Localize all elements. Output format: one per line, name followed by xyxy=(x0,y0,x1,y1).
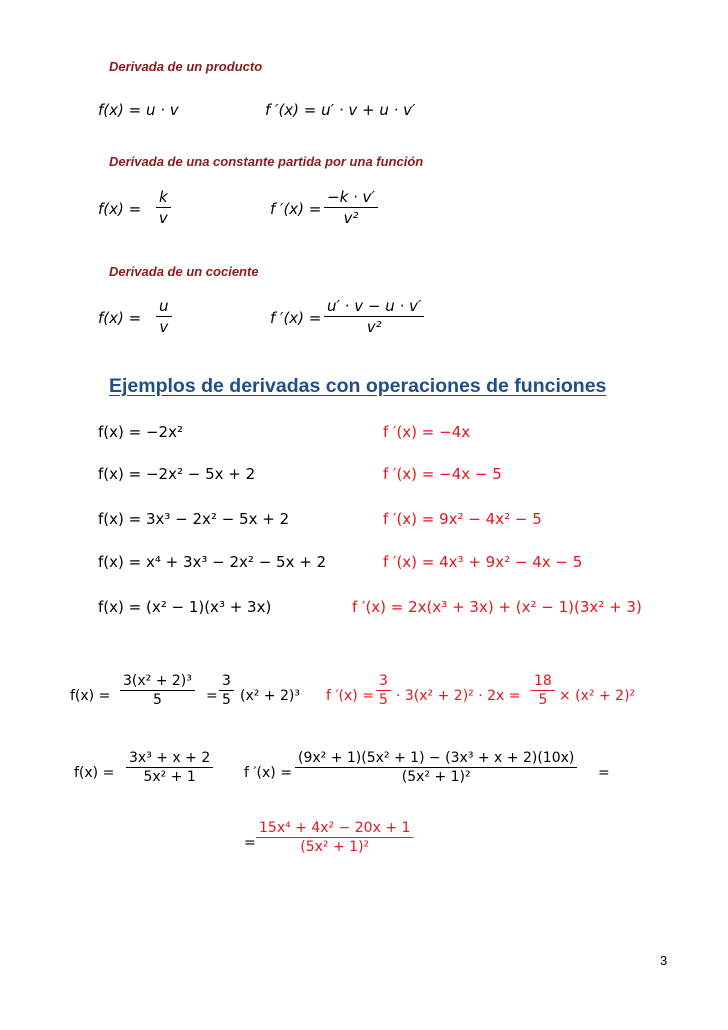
fraction-numerator: 18 xyxy=(534,673,552,689)
example-1-derivative: f ′(x) = −4x xyxy=(383,423,471,441)
product-rule-derivative: f ′(x) = u′ · v + u · v′ xyxy=(265,101,416,119)
fraction-denominator: 5 xyxy=(222,692,231,708)
fraction-denominator: (5x² + 1)² xyxy=(401,769,471,785)
fraction-numerator: 15x⁴ + 4x² − 20x + 1 xyxy=(259,820,411,836)
example-6-derivative-coefficient-2 xyxy=(531,673,555,708)
constant-rule-derivative-lhs: f ′(x) = xyxy=(270,200,322,218)
example-2-derivative: f ′(x) = −4x − 5 xyxy=(383,465,502,483)
example-7-lhs: f(x) = xyxy=(74,765,115,781)
fraction-numerator: −k · v′ xyxy=(327,188,375,206)
example-6-derivative-middle: · 3(x² + 2)² · 2x = xyxy=(396,688,521,704)
fraction-denominator: 5 xyxy=(152,692,162,708)
fraction-numerator: 3 xyxy=(379,673,388,689)
page-number: 3 xyxy=(660,953,668,968)
product-rule-function: f(x) = u · v xyxy=(98,101,179,119)
example-7-derivative-fraction xyxy=(295,750,577,785)
fraction-numerator: 3x³ + x + 2 xyxy=(129,750,211,766)
fraction-numerator: u xyxy=(159,297,169,315)
fraction-denominator: (5x² + 1)² xyxy=(300,839,370,855)
fraction-denominator: 5 xyxy=(379,692,388,708)
fraction-numerator: k xyxy=(159,188,168,206)
quotient-rule-function-fraction xyxy=(156,297,172,336)
constant-rule-derivative-fraction xyxy=(324,188,378,227)
example-6-lhs: f(x) = xyxy=(70,688,111,704)
fraction-numerator: 3(x² + 2)³ xyxy=(123,673,192,689)
quotient-rule-function-lhs: f(x) = xyxy=(98,309,142,327)
examples-title: Ejemplos de derivadas con operaciones de funciones xyxy=(109,375,607,397)
fraction-denominator: 5 xyxy=(538,692,548,708)
example-3-function: f(x) = 3x³ − 2x² − 5x + 2 xyxy=(98,510,290,528)
example-2-function: f(x) = −2x² − 5x + 2 xyxy=(98,465,256,483)
example-6-coefficient xyxy=(219,673,234,708)
example-6-derivative-tail: × (x² + 2)² xyxy=(559,688,636,704)
example-6-fraction xyxy=(120,673,195,708)
heading-product-rule: Derivada de un producto xyxy=(109,59,263,74)
quotient-rule-derivative-fraction xyxy=(324,297,424,336)
example-7-derivative-lhs: f ′(x) = xyxy=(244,765,292,781)
fraction-denominator: v² xyxy=(366,318,382,336)
quotient-rule-derivative-lhs: f ′(x) = xyxy=(270,309,322,327)
example-4-derivative: f ′(x) = 4x³ + 9x² − 4x − 5 xyxy=(383,553,583,571)
fraction-numerator: (9x² + 1)(5x² + 1) − (3x³ + x + 2)(10x) xyxy=(298,750,575,766)
example-6-tail: (x² + 2)³ xyxy=(240,688,300,704)
example-7-derivative-equals: = xyxy=(598,765,610,781)
heading-constant-rule: Derivada de una constante partida por una función xyxy=(109,154,424,169)
example-6-derivative-lhs: f ′(x) = xyxy=(326,688,374,704)
example-6-equals: = xyxy=(206,688,218,704)
fraction-numerator: u′ · v − u · v′ xyxy=(327,297,422,315)
example-4-function: f(x) = x⁴ + 3x³ − 2x² − 5x + 2 xyxy=(98,553,327,571)
example-1-function: f(x) = −2x² xyxy=(98,423,183,441)
example-7-result-equals: = xyxy=(244,835,256,851)
example-3-derivative: f ′(x) = 9x² − 4x² − 5 xyxy=(383,510,542,528)
constant-rule-function-lhs: f(x) = xyxy=(98,200,142,218)
example-5-derivative: f ′(x) = 2x(x³ + 3x) + (x² − 1)(3x² + 3) xyxy=(352,598,642,616)
fraction-denominator: v xyxy=(158,209,168,227)
fraction-denominator: v² xyxy=(343,209,359,227)
example-7-result-fraction xyxy=(256,820,413,855)
example-5-function: f(x) = (x² − 1)(x³ + 3x) xyxy=(98,598,272,616)
fraction-numerator: 3 xyxy=(222,673,231,689)
example-6-derivative-coefficient xyxy=(376,673,391,708)
heading-quotient-rule: Derivada de un cociente xyxy=(109,264,259,279)
fraction-denominator: 5x² + 1 xyxy=(143,769,196,785)
fraction-denominator: v xyxy=(159,318,169,336)
constant-rule-function-fraction xyxy=(156,188,171,227)
example-7-fraction xyxy=(126,750,213,785)
